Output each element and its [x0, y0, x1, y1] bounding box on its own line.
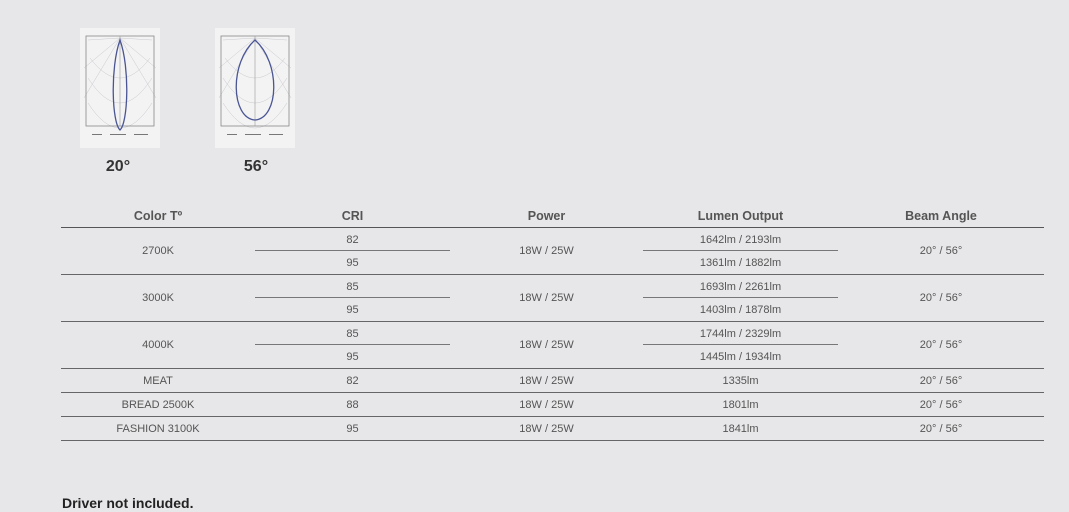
- beam-cell: 20° / 56°: [838, 322, 1044, 369]
- table-row: [61, 228, 1044, 252]
- header-beam: Beam Angle: [838, 204, 1044, 228]
- lumen-cell: 1642lm / 2193lm: [643, 228, 838, 252]
- cri-cell: 82: [255, 228, 450, 252]
- lumen-cell: 1335lm: [643, 369, 838, 393]
- lumen-cell: 1841lm: [643, 417, 838, 441]
- beam-cell: 20° / 56°: [838, 369, 1044, 393]
- footer-note: Driver not included.: [62, 495, 194, 511]
- header-lumen: Lumen Output: [643, 204, 838, 228]
- beam-cell: 20° / 56°: [838, 228, 1044, 275]
- cri-cell: 85: [255, 322, 450, 346]
- table-row: [61, 275, 1044, 299]
- lumen-cell: 1361lm / 1882lm: [643, 251, 838, 275]
- power-cell: 18W / 25W: [450, 228, 643, 275]
- beam-label-wide: 56°: [243, 158, 269, 175]
- cri-cell: 95: [255, 251, 450, 275]
- spec-table: [61, 204, 1044, 441]
- power-cell: 18W / 25W: [450, 417, 643, 441]
- cri-cell: 95: [255, 417, 450, 441]
- power-cell: 18W / 25W: [450, 275, 643, 322]
- cri-cell: 82: [255, 369, 450, 393]
- power-cell: 18W / 25W: [450, 369, 643, 393]
- color-cell: FASHION 3100K: [61, 417, 255, 441]
- table-row: [61, 417, 1044, 441]
- power-cell: 18W / 25W: [450, 322, 643, 369]
- beam-label-narrow: 20°: [105, 158, 131, 175]
- header-color: Color Tº: [61, 204, 255, 228]
- color-cell: BREAD 2500K: [61, 393, 255, 417]
- lumen-cell: 1744lm / 2329lm: [643, 322, 838, 346]
- lumen-cell: 1403lm / 1878lm: [643, 298, 838, 322]
- beam-cell: 20° / 56°: [838, 393, 1044, 417]
- cri-cell: 95: [255, 345, 450, 369]
- color-cell: 4000K: [61, 322, 255, 369]
- color-cell: 2700K: [61, 228, 255, 275]
- table-row: [61, 369, 1044, 393]
- header-power: Power: [450, 204, 643, 228]
- lumen-cell: 1801lm: [643, 393, 838, 417]
- header-cri: CRI: [255, 204, 450, 228]
- polar-diagram-narrow: [80, 28, 160, 148]
- power-cell: 18W / 25W: [450, 393, 643, 417]
- polar-diagram-wide: [215, 28, 295, 148]
- cri-cell: 85: [255, 275, 450, 299]
- cri-cell: 95: [255, 298, 450, 322]
- color-cell: 3000K: [61, 275, 255, 322]
- color-cell: MEAT: [61, 369, 255, 393]
- beam-cell: 20° / 56°: [838, 417, 1044, 441]
- table-row: [61, 393, 1044, 417]
- cri-cell: 88: [255, 393, 450, 417]
- beam-cell: 20° / 56°: [838, 275, 1044, 322]
- lumen-cell: 1693lm / 2261lm: [643, 275, 838, 299]
- lumen-cell: 1445lm / 1934lm: [643, 345, 838, 369]
- table-row: [61, 322, 1044, 346]
